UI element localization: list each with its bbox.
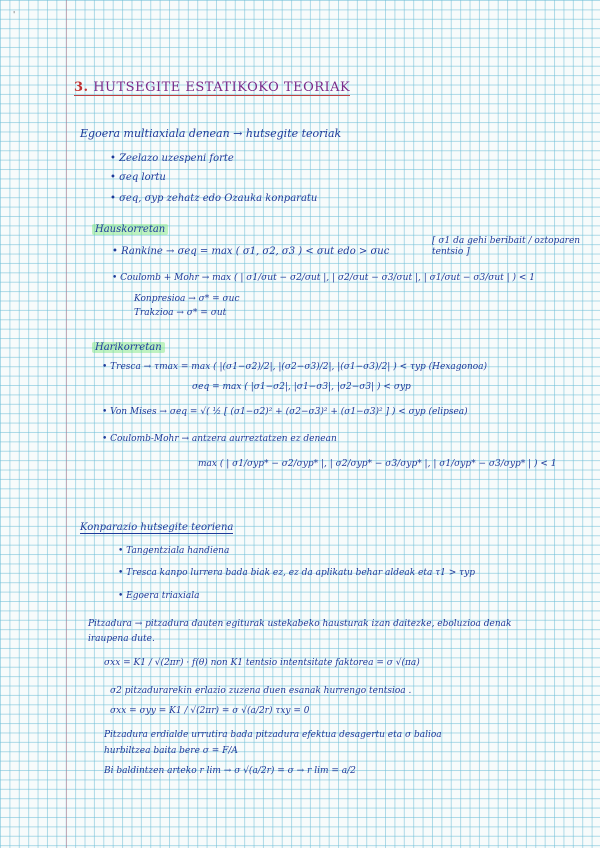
intro-bullet-3: • σeq, σyp zehatz edo Ozauka konparatu <box>110 193 318 204</box>
sxx-formula: σxx = K1 / √(2πr) · f(θ) non K1 tentsio intentsitate faktorea = σ √(πa) <box>104 658 420 668</box>
coulomb-mohr-harikor-eq: max ( | σ1/σyp* − σ2/σyp* |, | σ2/σyp* − σ3/σyp* |, | σ1/σyp* − σ3/σyp* | ) < 1 <box>198 459 557 469</box>
coulomb-mohr-harikor-line: • Coulomb-Mohr → antzera aurreztatzen ez denean <box>102 434 337 444</box>
section-heading-konparazio: Konparazio hutsegite teoriena <box>80 522 234 533</box>
title-text: HUTSEGITE ESTATIKOKO TEORIAK <box>93 80 351 95</box>
konparazio-bullet-3: • Egoera triaxiala <box>118 591 200 601</box>
margin-line <box>66 0 67 848</box>
pitzadura-note-2: hurbiltzea baita bere σ = F/A <box>104 746 238 756</box>
sigma-note: σ2 pitzadurarekin erlazio zuzena duen esanak hurrengo tentsioa . <box>110 686 412 696</box>
section-heading-hauskorretan: Hauskorretan <box>92 224 168 235</box>
pitzadura-line: Pitzadura → pitzadura dauten egiturak ustekabeko hausturak izan daitezke, eboluzioa denak <box>88 619 512 629</box>
title-number: 3. <box>74 80 89 95</box>
konparazio-bullet-2: • Tresca kanpo lurrera bada biak ez, ez da aplikatu behar aldeak eta τ1 > τyp <box>118 568 475 578</box>
bukaera-formula: Bi baldintzen arteko r lim → σ √(a/2r) = σ → r lim = a/2 <box>104 766 356 776</box>
pitzadura-note: Pitzadura erdialde urrutira bada pitzadura efektua desagertu eta σ balioa <box>104 730 442 740</box>
sxx2-formula: σxx = σyy = K1 / √(2πr) = σ √(a/2r) τxy = 0 <box>110 706 310 716</box>
traction-line: Trakzioa → σ* = σut <box>134 308 227 318</box>
coulomb-mohr-line: • Coulomb + Mohr → max ( | σ1/σut − σ2/σut |, | σ2/σut − σ3/σut |, | σ1/σut − σ3/σut | ) < 1 <box>112 273 536 283</box>
tresca-line: • Tresca → τmax = max ( |(σ1−σ2)/2|, |(σ2−σ3)/2|, |(σ1−σ3)/2| ) < τyp (Hexagonoa) <box>102 362 488 372</box>
rankine-line: • Rankine → σeq = max ( σ1, σ2, σ3 ) < σut edo > σuc <box>112 246 390 257</box>
vonmises-line: • Von Mises → σeq = √( ½ [ (σ1−σ2)² + (σ2−σ3)² + (σ1−σ3)² ] ) < σyp (elipsea) <box>102 407 468 417</box>
section-heading-harikorretan: Harikorretan <box>92 342 165 353</box>
intro-bullet-1: • Zeelazo uzespeni forte <box>110 153 234 164</box>
intro-text: Egoera multiaxiala denean → hutsegite teoriak <box>80 127 342 140</box>
intro-bullet-2: • σeq lortu <box>110 172 166 183</box>
compression-line: Konpresioa → σ* = σuc <box>134 294 240 304</box>
konparazio-bullet-1: • Tangentziala handiena <box>118 546 230 556</box>
pitzadura-line-2: iraupena dute. <box>88 634 155 644</box>
page-title <box>74 80 350 96</box>
tresca-eq-line: σeq = max ( |σ1−σ2|, |σ1−σ3|, |σ2−σ3| ) < σyp <box>192 382 411 392</box>
rankine-note: [ σ1 da gehi beribait / oztoparen tentsio ] <box>432 236 581 257</box>
intro-line <box>80 127 341 140</box>
corner-mark: ' <box>13 10 16 19</box>
